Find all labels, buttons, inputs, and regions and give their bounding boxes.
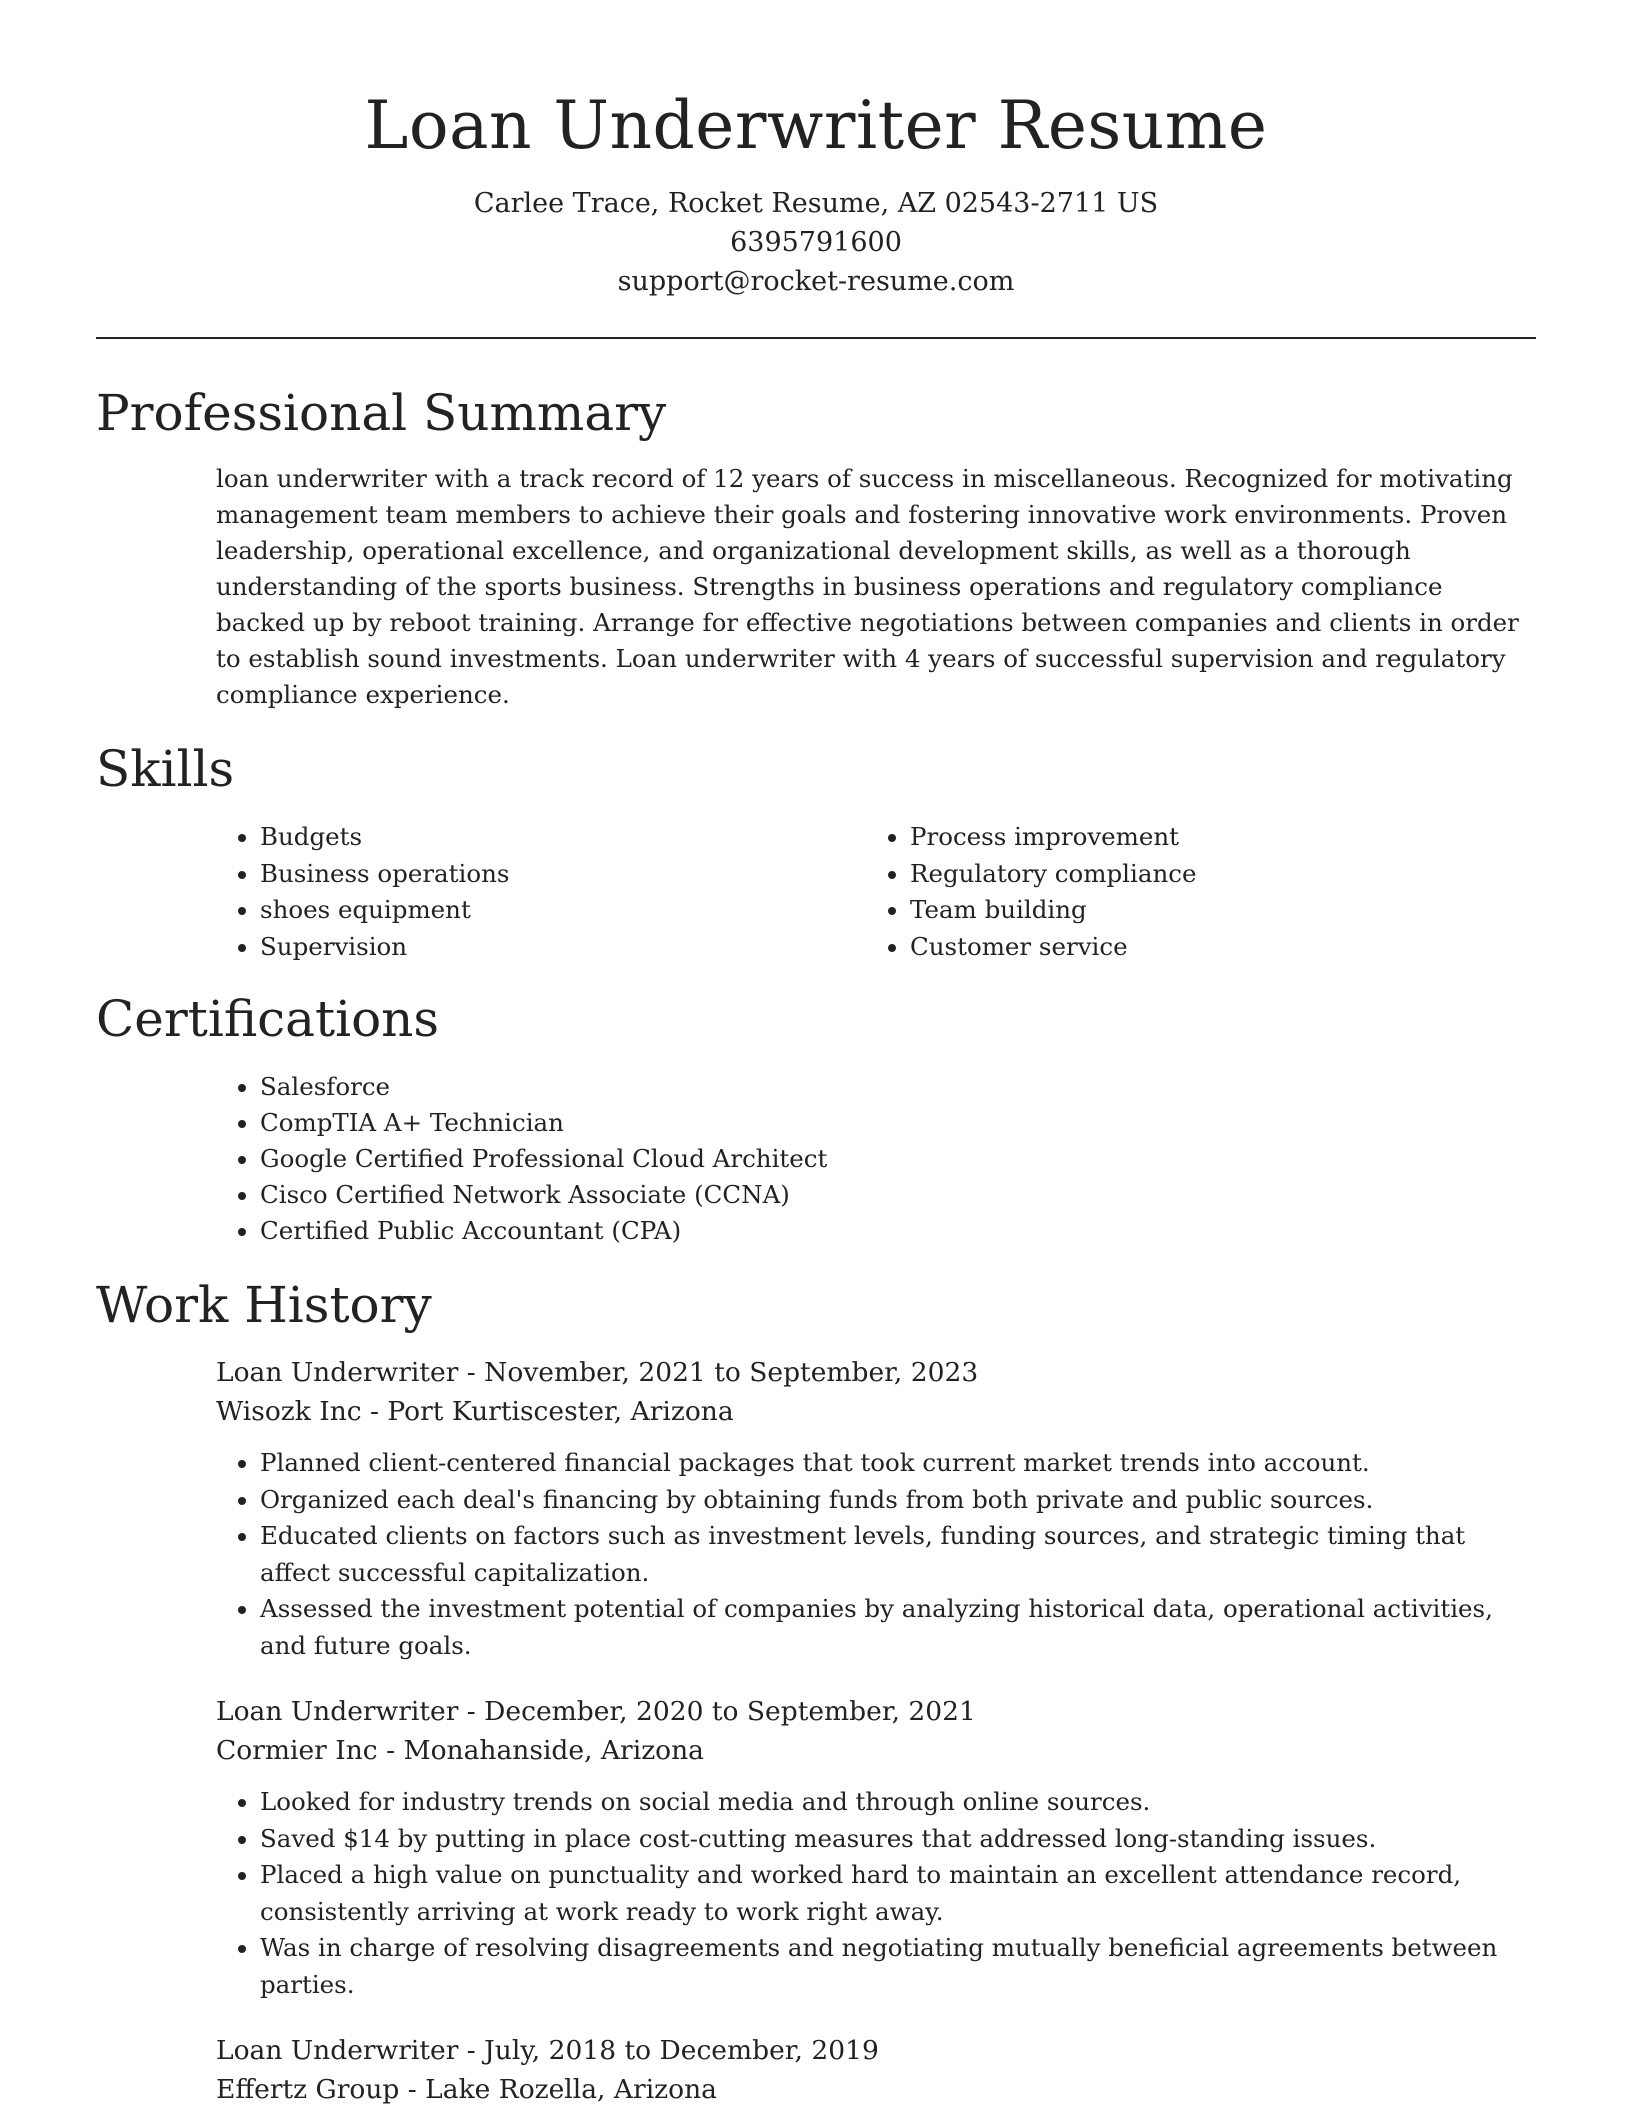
job-bullet: • Organized each deal's financing by obtaining funds from both private and public sources. xyxy=(260,1482,1536,1519)
job-company-line: Cormier Inc - Monahanside, Arizona xyxy=(216,1735,704,1766)
contact-email: support@rocket-resume.com xyxy=(617,266,1015,297)
skill-item: • Business operations xyxy=(260,856,866,893)
resume-page xyxy=(96,0,1536,2109)
skill-item: • shoes equipment xyxy=(260,892,866,929)
skills-right-list xyxy=(866,819,1516,965)
job-entry xyxy=(216,2031,1536,2109)
job-bullet: • Planned client-centered financial packages that took current market trends into account. xyxy=(260,1445,1536,1482)
job-bullets xyxy=(216,1784,1536,2003)
job-title-line: Loan Underwriter - December, 2020 to September, 2021 xyxy=(216,1696,976,1727)
job-title-line: Loan Underwriter - July, 2018 to December, 2019 xyxy=(216,2035,879,2066)
summary-text: loan underwriter with a track record of 12 years of success in miscellaneous. Recognized for motivating management team members to achieve their goals and fostering innovative work environments. Proven leadership, operational excellence, and organizational development skills, as well as a thorough understanding of the sports business. Strengths in business operations and regulatory compliance backed up by reboot training. Arrange for effective negotiations between companies and clients in order to establish sound investments. Loan underwriter with 4 years of successful supervision and regulatory compliance experience. xyxy=(216,464,1519,709)
contact-info xyxy=(96,184,1536,301)
skill-item: • Team building xyxy=(910,892,1516,929)
certification-item: • Certified Public Accountant (CPA) xyxy=(260,1213,1536,1249)
job-title-line: Loan Underwriter - November, 2021 to September, 2023 xyxy=(216,1357,979,1388)
job-bullet: • Placed a high value on punctuality and worked hard to maintain an excellent attendance record, consistently arriving at work ready to work right away. xyxy=(260,1857,1536,1930)
contact-phone: 6395791600 xyxy=(730,227,902,258)
skills-heading: Skills xyxy=(96,740,235,798)
job-bullet: • Was in charge of resolving disagreements and negotiating mutually beneficial agreements between parties. xyxy=(260,1930,1536,2003)
job-bullet: • Looked for industry trends on social media and through online sources. xyxy=(260,1784,1536,1821)
skill-item: • Supervision xyxy=(260,929,866,966)
summary-heading: Professional Summary xyxy=(96,384,667,442)
certification-item: • CompTIA A+ Technician xyxy=(260,1105,1536,1141)
skills-grid xyxy=(216,819,1536,965)
job-entry xyxy=(216,1692,1536,2003)
skills-left-list xyxy=(216,819,866,965)
certification-item: • Google Certified Professional Cloud Architect xyxy=(260,1141,1536,1177)
skill-item: • Regulatory compliance xyxy=(910,856,1516,893)
job-entry xyxy=(216,1353,1536,1664)
skill-item: • Budgets xyxy=(260,819,866,856)
skill-item: • Customer service xyxy=(910,929,1516,966)
work-history-heading: Work History xyxy=(96,1276,432,1334)
certification-item: • Cisco Certified Network Associate (CCNA) xyxy=(260,1177,1536,1213)
header-divider xyxy=(96,337,1536,339)
resume-title: Loan Underwriter Resume xyxy=(364,87,1268,164)
job-bullet: • Assessed the investment potential of companies by analyzing historical data, operational activities, and future goals. xyxy=(260,1591,1536,1664)
certifications-heading: Certifications xyxy=(96,990,440,1048)
skill-item: • Process improvement xyxy=(910,819,1516,856)
certification-item: • Salesforce xyxy=(260,1069,1536,1105)
job-bullet: • Saved $14 by putting in place cost-cutting measures that addressed long-standing issues. xyxy=(260,1821,1536,1858)
job-bullets xyxy=(216,1445,1536,1664)
contact-address: Carlee Trace, Rocket Resume, AZ 02543-2711 US xyxy=(473,188,1159,219)
certifications-list xyxy=(216,1069,1536,1249)
job-bullet: • Educated clients on factors such as investment levels, funding sources, and strategic timing that affect successful capitalization. xyxy=(260,1518,1536,1591)
job-company-line: Wisozk Inc - Port Kurtiscester, Arizona xyxy=(216,1396,734,1427)
job-company-line: Effertz Group - Lake Rozella, Arizona xyxy=(216,2074,717,2105)
